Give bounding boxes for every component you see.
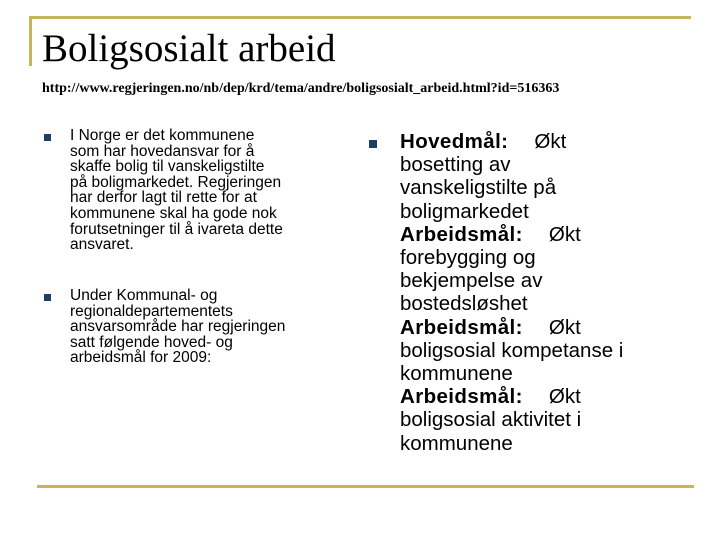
title-frame-top-rule: [29, 16, 691, 19]
work-goal-value: Økt: [548, 222, 581, 246]
left-bullet-1-line: kommunene skal ha gode nok: [70, 204, 277, 222]
source-url: http://www.regjeringen.no/nb/dep/krd/tema/andre/boligsosialt_arbeid.html?id=516363: [42, 81, 560, 96]
work-goal-value: Økt: [548, 385, 581, 409]
work-goal-2-text: boligsosial kompetanse i: [400, 338, 624, 362]
work-goal-2-line: [400, 316, 623, 339]
bullet-marker-3: [369, 140, 377, 148]
work-goal-2-text: kommunene: [400, 362, 513, 386]
work-goal-value: Økt: [548, 315, 581, 339]
left-bullet-1: [70, 128, 283, 253]
main-goal-text: vanskeligstilte på: [400, 176, 557, 200]
main-goal-text: bosetting av: [400, 153, 511, 177]
left-bullet-1-line: I Norge er det kommunene: [70, 127, 255, 144]
work-goal-1-text: forebygging og: [400, 246, 536, 270]
left-bullet-1-line: ansvaret.: [70, 236, 134, 254]
title-frame-vertical-rule: [29, 16, 32, 66]
bullet-marker-1: [44, 134, 51, 141]
bullet-marker-2: [44, 294, 51, 301]
left-bullet-2-line: Under Kommunal- og: [70, 287, 218, 304]
work-goal-3-line: [400, 385, 623, 408]
main-goal-value: Økt: [534, 130, 567, 153]
left-bullet-2-line: satt følgende hoved- og: [70, 333, 233, 351]
slide-title: Boligsosialt arbeid: [42, 27, 336, 70]
main-goal-label: Hovedmål:: [400, 130, 509, 153]
work-goal-label: Arbeidsmål:: [400, 315, 523, 339]
left-bullet-2-line: regionaldepartementets: [70, 302, 233, 320]
left-bullet-2: [70, 288, 285, 366]
left-bullet-1-line: på boligmarkedet. Regjeringen: [70, 173, 282, 191]
main-goal-line: [400, 130, 623, 153]
bottom-rule: [37, 485, 694, 488]
goals-block: [400, 130, 623, 455]
left-bullet-2-line: arbeidsmål for 2009:: [70, 349, 212, 367]
left-bullet-1-line: skaffe bolig til vanskeligstilte: [70, 158, 265, 176]
work-goal-1-line: [400, 223, 623, 246]
work-goal-1-text: bostedsløshet: [400, 292, 528, 316]
left-bullet-1-line: forutsetninger til å ivareta dette: [70, 220, 283, 238]
work-goal-label: Arbeidsmål:: [400, 222, 523, 246]
work-goal-1-text: bekjempelse av: [400, 269, 543, 293]
work-goal-label: Arbeidsmål:: [400, 385, 523, 409]
main-goal-text: boligmarkedet: [400, 199, 529, 223]
left-bullet-1-line: som har hovedansvar for å: [70, 142, 255, 160]
work-goal-3-text: kommunene: [400, 431, 513, 455]
left-bullet-2-line: ansvarsområde har regjeringen: [70, 318, 286, 336]
work-goal-3-text: boligsosial aktivitet i: [400, 408, 582, 432]
left-bullet-1-line: har derfor lagt til rette for at: [70, 189, 257, 207]
